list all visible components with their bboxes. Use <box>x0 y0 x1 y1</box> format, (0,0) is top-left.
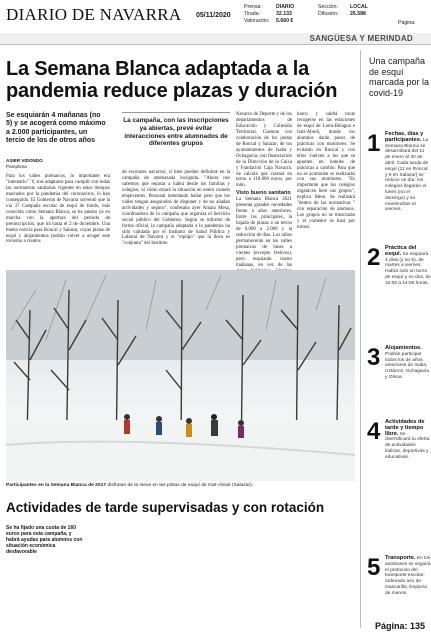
sidebar: Una campaña de esquí marcada por la covid-19 1 Fechas, días y participantes. La Semana Blanca se desarrollará del 11 de enero al 30 de abril. Cada tanda de esquí (11 en Roncal y 9 en Salazar) se reduce un día: los colegios llegarán el lunes (no el domingo) y se mantendrán el viernes. 2 Práctica del esquí. Se esquiará 4 días (y no 5), de martes a viernes. Habrá solo un turno de esquí y no dos, de 10:00 a 14:00 horas. 3 Alojamientos. Podrán participar todos los de años anteriores de Isaba, Uztárroz, Ochagavía y Otsoa. 4 Actividades de tarde y tiempo libre. Se diversificará la oferta de actividades lúdicas, deportivas y educativas. 5 Transporte. En los autobuses se seguirá el protocolo del transporte escolar: ordenado uso de mascarilla, limpieza de manos. <box>360 50 429 628</box>
section-meta-values: LOCAL 26.588 <box>350 4 368 18</box>
article-column-4: barco y saldrá tocar recogerse en las estaciones de esquí de Larra-Belagua e Iratí-Abodi, donde los alumnos darán pasos de prácticas con monitores. Se evitarán en Roncal y con ellos vuelven a los que se apunten en hoteles de prácticas a cambio. Para que no se acumulen se realizarán con sus monitores. "Es importante que los colegios organicen bien sus grupos", explica Mesa. Se realizará "dentro de las normativas " con separación de alumnos. Los grupos no se mezclarán y el comedor se hará por turnos. <box>297 112 355 231</box>
article-headline: La Semana Blanca adaptada a la pandemia reduce plazas y duración <box>6 58 338 102</box>
press-meta-labels: Prensa: Tirada: Valoración: <box>244 4 270 25</box>
masthead <box>0 0 431 34</box>
newspaper-logo: DIARIO DE NAVARRA <box>6 5 182 24</box>
section-bar <box>0 33 431 45</box>
second-bullets <box>6 525 86 557</box>
section-meta-labels: Sección: Difusión: <box>318 4 339 18</box>
article-column-2: de escolares navarros, si bien pueden definirse en la campaña de amenazada incógnita. "Ahora nos sabemos qué repasar a habrá desde los familias y colegios, ni cómo estará la situación en enero cuando empecemos. Personal intentando hallar pero que los valles tengan asegurados de disponer y de no añadan actividades y seguro", confesaba ayer Amaia Mesa, coordinadora de la campaña que organiza el Servicio social público del Gobierno. Según se informó de forma oficial, la campaña adaptada a la pandemia ha sido validada por el Instituto de Salud Pública y Laboral de Navarra y el "equipo" que la lleva es "conjunta" del Instituto <box>122 170 230 247</box>
footer <box>0 621 431 632</box>
article-lead: Se esquiarán 4 mañanas (no 5) y se acogerá como máximo a 2.000 participantes, un tercio de los de otros años <box>6 112 106 145</box>
section-title: SANGÜESA Y MERINDAD <box>309 34 413 43</box>
second-headline: Actividades de tarde supervisadas y con rotación <box>6 500 325 515</box>
column-subhead: Visto bueno sanitario <box>236 190 291 197</box>
page-number: Página: 135 <box>374 621 425 631</box>
article-column-3: Navarro de Deporte y de los departamentos de Educación y Cohesión Territorial. Cuentan con colaboración de los juntas de Roncal y Salazar; de los ayuntamientos de Isaba y Ochagavía; con financiación de la Dirección de la Caixa y Fundación Caja Navarra. Se calcula que costará en torno a 118.000 euros, por todo. Visto bueno sanitario La Semana Blanca 2021 presenta grandes novedades frente a años anteriores. Entre las principales, la bajada de plazas a un tercio de 6.000 a 2.000 y la reducción de días. Los niños permanecerán en los valles pirenaicos de lunes a viernes (excepto festivos), pero esquiarán cuatro mañanas, en vez de las <box>236 112 292 268</box>
skiing-photo <box>6 270 355 481</box>
sidebar-title: Una campaña de esquí marcada por la covid-19 <box>369 56 430 98</box>
article-column-1: Para los valles pirenaicos, lo importante era "intentarlo". Y, tras adaptarse para cumplir con todas las normativas sanitarias vigentes en estos tiempos marcados por la pandemia del coronavirus, lo han conseguido. El Gobierno de Navarra solventó que la vía 37 Campaña escolar de esquí de fondo, más conocida como Semana Blanca, se ha puesto ya en marcha con la apertura del periodo de preinscripción, que irá hasta el 2 de diciembre. Una buena noticia para Roncal y Salazar, cuyas pistas de esquí y alojamientos podrán volver a acoger este invierno a cientos <box>6 174 110 245</box>
photo-caption: Participantes en la Semana Blanca de 2017 disfrutan de la nieve en las pistas de esquí de Iratí-Abodi (Salazar). <box>6 483 254 488</box>
issue-date: 05/11/2020 <box>196 12 231 19</box>
pull-quote: La campaña, con las inscripciones ya abiertas, prevé evitar interacciones entre alumnados de diferentes grupos <box>122 112 230 148</box>
page-label: Página: <box>398 20 416 26</box>
byline: ASIER VIDONDO Pamplona <box>6 158 43 169</box>
bullet-item: Se ha fijado una cuota de 160 euros para esta campaña, y habrá ayudas para alumnos con situación económica desfavorable <box>6 525 83 555</box>
press-meta-values: DIARIO 32.133 5.660 € <box>276 4 295 25</box>
